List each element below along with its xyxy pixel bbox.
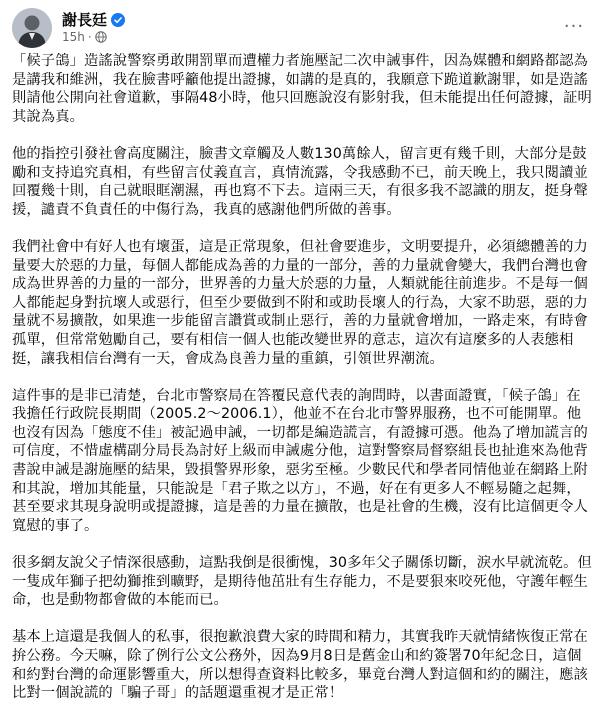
more-options-button[interactable] <box>560 12 588 40</box>
post-header <box>12 8 592 48</box>
verified-badge-icon <box>111 13 125 27</box>
meta-separator: · <box>87 30 92 44</box>
post-paragraph: 「候子鴿」造謠說警察勇敢開罰單而遭權力者施壓記二次申誡事件，因為媒體和網路都認為是講我和維洲，我在臉書呼籲他提出證據，如講的是真的，我願意下跪道歉謝罪，如是造謠則請他公開向社會道歉，事隔48小時，他只回應說沒有影射我，但未能提出任何證據，証明其說為真。 <box>12 53 592 125</box>
post-paragraph: 這件事的是非已清楚，台北市警察局在答覆民意代表的詢問時，以書面證實，「候子鴿」在我擔任行政院長期間（2005.2～2006.1），他並不在台北市警界服務，也不可能開單。他也沒有因為「態度不佳」被記過申誡，一切都是編造謊言，有證據可憑。他為了增加謊言的可信度，不惜虛構副分局長為討好上級而申誡處分他，這對警察局督察組長也扯進來為他背書說申誡是謝施壓的結果，毀損警界形象，惡劣至極。少數民代和學者同情他並在網路上附和其說，增加其能量，只能說是「君子欺之以方」，不過，好在有更多人不輕易隨之起舞，甚至要求其現身說明或提證據，這是善的力量在擴散，也是社會的生機，沒有比這個更令人寬慰的事了。 <box>12 387 588 534</box>
avatar[interactable] <box>12 8 52 48</box>
more-options-icon: ··· <box>563 15 585 37</box>
post-paragraph: 我們社會中有好人也有壞蛋，這是正常現象，但社會要進步，文明要提升，必須總體善的力量要大於惡的力量，每個人都能成為善的力量的一部分，善的力量就會變大，我們台灣也會成為世界善的力量的一部分，世界善的力量大於惡的力量，人類就能往前進步。不是每一個人都能起身對抗壞人或惡行，但至少要做到不附和或助長壞人的行為，大家不助惡，惡的力量就不易擴散，如果進一步能留言讚賞或制止惡行，善的力量就會增加，一路走來，有時會孤單，但常常勉勵自己，要有相信一個人也能改變世界的意志，這次有這麼多的人表態相挺，讓我相信台灣有一天，會成為良善力量的重鎮，引領世界潮流。 <box>12 238 588 367</box>
post-paragraph: 他的指控引發社會高度關注，臉書文章觸及人數130萬餘人，留言更有幾千則，大部分是鼓勵和支持追究真相，有些留言仗義直言，真情流露，令我感動不已，前天晚上，我只閱讀並回覆幾十則，自己就眼眶潮濕，再也寫不下去。這兩三天，有很多我不認識的朋友，挺身聲援，譴責不負責任的中傷行為，我真的感謝他們所做的善事。 <box>12 145 588 218</box>
post-paragraph: 基本上這還是我個人的私事，很抱歉浪費大家的時間和精力，其實我昨天就情緒恢復正常在拚公務。今天嘛，除了例行公文公務外，因為9月8日是舊金山和約簽署70年紀念日，這個和約對台灣的命運影響重大，所以想得查資料比較多，畢竟台灣人對這個和約的關注，應該比對一個說謊的「騙子哥」的話題還重視才是正常！ <box>12 629 588 702</box>
author-name[interactable]: 謝長廷 <box>62 11 108 29</box>
post-paragraph: 很多網友說父子情深很感動，這點我倒是很衝愧，30多年父子關係切斷，淚水早就流乾。但一隻成年獅子把幼獅推到曠野，是期待他茁壯有生存能力，不是要狠來咬死他，守護年輕生命，也是動物都會做的本能而已。 <box>12 555 592 609</box>
post-timestamp[interactable]: 15h <box>62 30 85 44</box>
post-body <box>12 52 592 721</box>
post-meta <box>62 30 107 44</box>
author-line <box>62 9 125 30</box>
globe-icon[interactable] <box>95 31 107 43</box>
